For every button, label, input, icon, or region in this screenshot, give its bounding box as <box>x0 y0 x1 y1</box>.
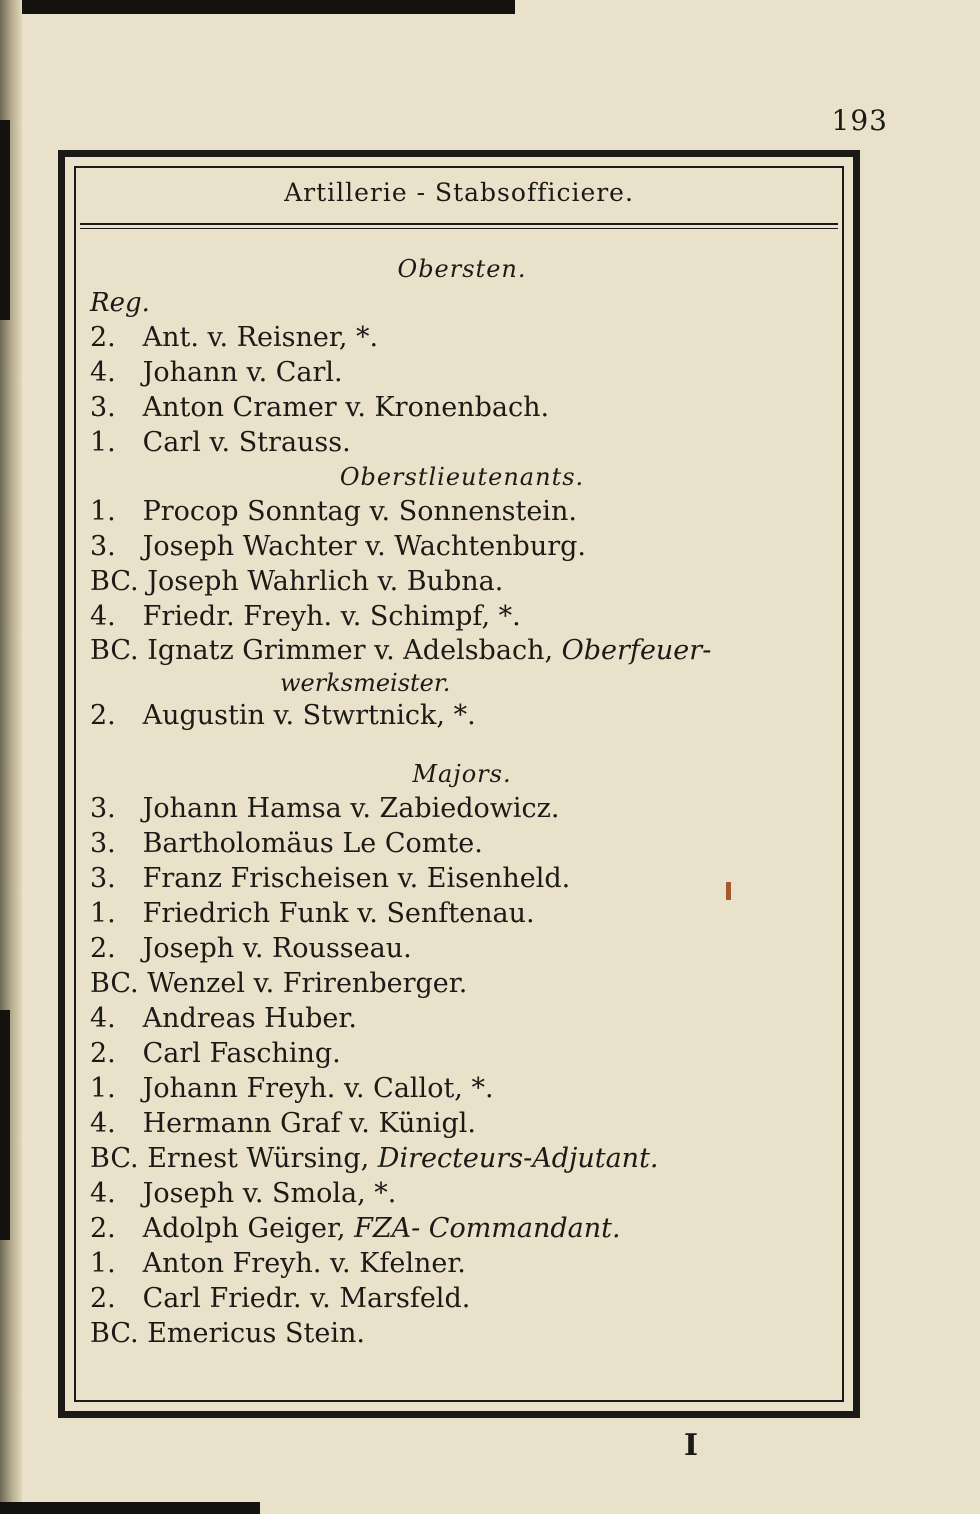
scan-margin-mark <box>0 120 10 320</box>
section-gap <box>90 733 834 757</box>
regiment-number: 2. <box>90 1038 116 1069</box>
regiment-number: 1. <box>90 427 116 458</box>
regiment-number: 2. <box>90 1283 116 1314</box>
officer-name: Bartholomäus Le Comte. <box>142 828 483 859</box>
section-title-majors: Majors. <box>412 760 512 788</box>
signature-mark: I <box>684 1428 699 1463</box>
officer-name: Joseph v. Smola, *. <box>142 1178 397 1209</box>
regiment-number: BC. <box>90 1143 139 1174</box>
list-item <box>90 1141 834 1176</box>
list-item <box>90 1176 834 1211</box>
officer-name: Anton Cramer v. Kronenbach. <box>142 392 550 423</box>
list-item <box>90 425 834 460</box>
officer-role: Oberfeuer- <box>561 635 712 666</box>
roster <box>90 252 834 1351</box>
officer-name: Carl v. Strauss. <box>142 427 351 458</box>
page-number: 193 <box>831 104 888 137</box>
officer-name: Ignatz Grimmer v. Adelsbach, <box>147 635 554 666</box>
scan-margin-mark <box>0 1010 10 1240</box>
regiment-number: 2. <box>90 1213 116 1244</box>
section-title-oberstlieutenants: Oberstlieutenants. <box>339 463 585 491</box>
regiment-number: 1. <box>90 496 116 527</box>
officer-name: Friedrich Funk v. Senftenau. <box>142 898 535 929</box>
list-item <box>90 1001 834 1036</box>
regiment-number: 2. <box>90 700 116 731</box>
regiment-number: 1. <box>90 1248 116 1279</box>
scan-edge-top <box>0 0 515 14</box>
header-rule <box>80 228 838 229</box>
regiment-number: 3. <box>90 793 116 824</box>
regiment-number: 4. <box>90 1003 116 1034</box>
regiment-column-label: Reg. <box>90 288 150 318</box>
regiment-number: BC. <box>90 566 139 597</box>
regiment-number: 1. <box>90 898 116 929</box>
list-item <box>90 826 834 861</box>
officer-name: Carl Fasching. <box>142 1038 341 1069</box>
list-item <box>90 599 834 634</box>
list-item <box>90 1071 834 1106</box>
list-item <box>90 634 834 668</box>
officer-name: Johann Hamsa v. Zabiedowicz. <box>142 793 560 824</box>
list-item <box>90 896 834 931</box>
officer-name: Adolph Geiger, <box>142 1213 346 1244</box>
officer-name: Ant. v. Reisner, *. <box>142 322 379 353</box>
table-frame-inner <box>74 166 844 1402</box>
list-item <box>90 494 834 529</box>
officer-role-continuation: werksmeister. <box>280 669 451 697</box>
regiment-number: 3. <box>90 828 116 859</box>
officer-name: Andreas Huber. <box>142 1003 357 1034</box>
regiment-number: 3. <box>90 531 116 562</box>
table-frame <box>58 150 860 1418</box>
regiment-number: 4. <box>90 1108 116 1139</box>
officer-name: Procop Sonntag v. Sonnenstein. <box>142 496 577 527</box>
officer-role: FZA- Commandant. <box>354 1213 621 1244</box>
officer-name: Carl Friedr. v. Marsfeld. <box>142 1283 471 1314</box>
officer-name: Johann Freyh. v. Callot, *. <box>142 1073 494 1104</box>
ink-speck <box>726 882 731 900</box>
officer-name: Ernest Würsing, <box>147 1143 370 1174</box>
regiment-number: BC. <box>90 1318 139 1349</box>
officer-name: Johann v. Carl. <box>142 357 343 388</box>
officer-name: Anton Freyh. v. Kfelner. <box>142 1248 466 1279</box>
regiment-number: 1. <box>90 1073 116 1104</box>
regiment-number: BC. <box>90 968 139 999</box>
list-item <box>90 1246 834 1281</box>
list-item <box>90 791 834 826</box>
list-item <box>90 1316 834 1351</box>
regiment-number: BC. <box>90 635 139 666</box>
officer-name: Augustin v. Stwrtnick, *. <box>142 700 476 731</box>
list-item <box>90 931 834 966</box>
regiment-number: 4. <box>90 601 116 632</box>
list-item <box>90 564 834 599</box>
list-item <box>90 861 834 896</box>
list-item <box>90 320 834 355</box>
regiment-number: 4. <box>90 1178 116 1209</box>
list-item <box>90 1106 834 1141</box>
regiment-number: 3. <box>90 392 116 423</box>
officer-name: Joseph v. Rousseau. <box>142 933 412 964</box>
officer-name: Wenzel v. Frirenberger. <box>147 968 468 999</box>
regiment-number: 4. <box>90 357 116 388</box>
scan-edge-bottom <box>0 1502 260 1514</box>
list-item <box>90 1281 834 1316</box>
page-title: Artillerie - Stabsofficiere. <box>284 178 634 207</box>
officer-name: Emericus Stein. <box>147 1318 365 1349</box>
list-item <box>90 529 834 564</box>
list-item <box>90 1211 834 1246</box>
officer-name: Joseph Wachter v. Wachtenburg. <box>142 531 586 562</box>
regiment-number: 2. <box>90 933 116 964</box>
officer-name: Hermann Graf v. Künigl. <box>142 1108 476 1139</box>
officer-name: Friedr. Freyh. v. Schimpf, *. <box>142 601 521 632</box>
list-item <box>90 1036 834 1071</box>
header-rule <box>80 223 838 225</box>
section-title-obersten: Obersten. <box>397 255 527 283</box>
list-item <box>90 698 834 733</box>
officer-name: Joseph Wahrlich v. Bubna. <box>147 566 504 597</box>
list-item <box>90 355 834 390</box>
regiment-number: 3. <box>90 863 116 894</box>
list-item <box>90 966 834 1001</box>
officer-name: Franz Frischeisen v. Eisenheld. <box>142 863 571 894</box>
regiment-number: 2. <box>90 322 116 353</box>
officer-role: Directeurs-Adjutant. <box>377 1143 659 1174</box>
list-item <box>90 390 834 425</box>
